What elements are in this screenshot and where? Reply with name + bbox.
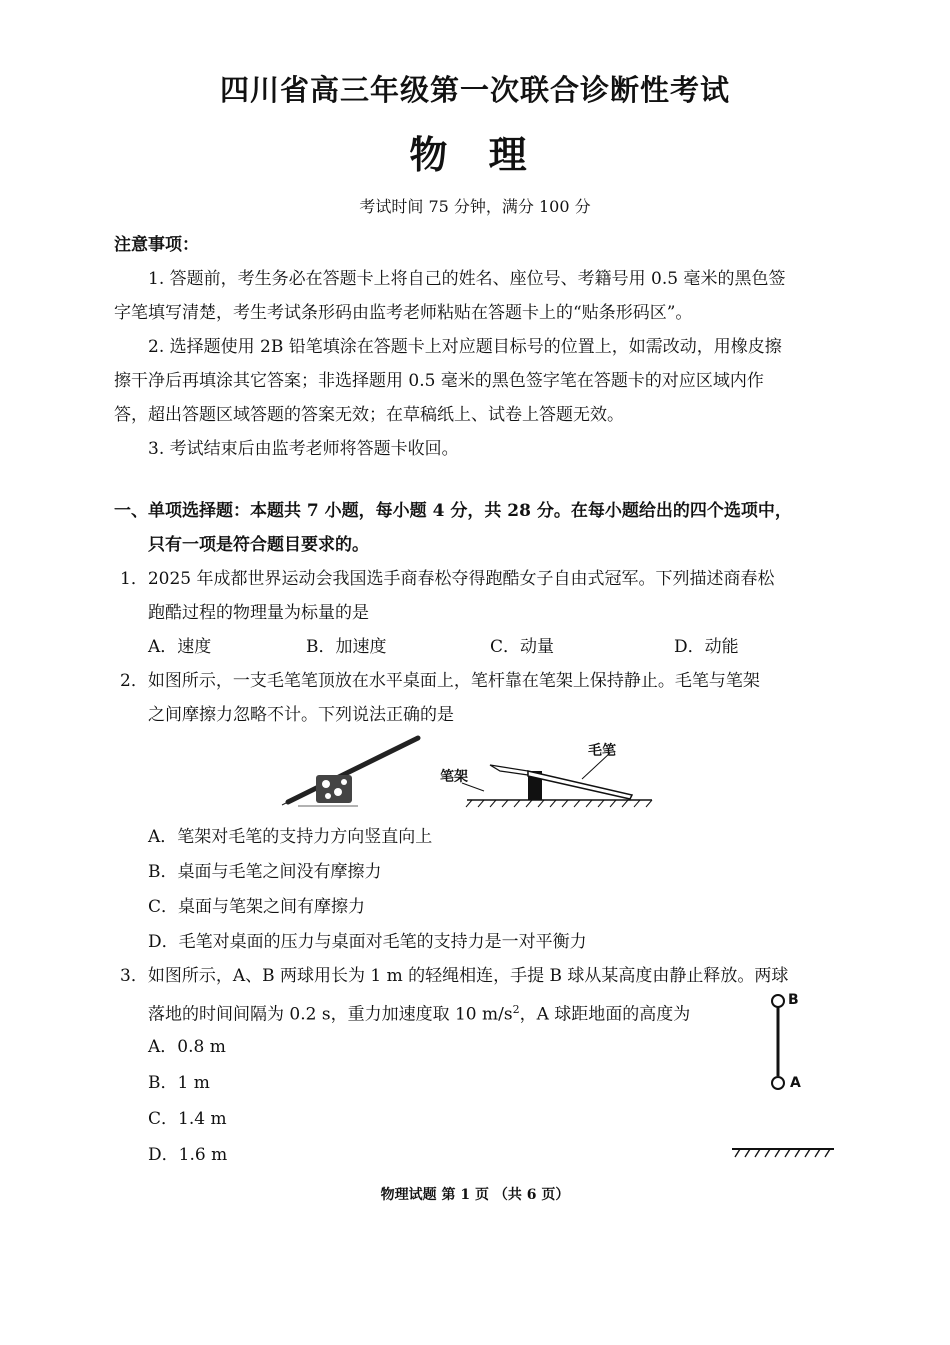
section1-heading-cont: 只有一项是符合题目要求的。 [148, 535, 369, 555]
q1-stem: 1．2025 年成都世界运动会我国选手商春松夺得跑酷女子自由式冠军。下列描述商春松 [120, 569, 775, 589]
exam-title: 四川省高三年级第一次联合诊断性考试 [219, 73, 730, 107]
q3-option-b: B．1 m [148, 1073, 210, 1093]
subject-title: 物 理 [409, 132, 541, 177]
q3-balls-figure [766, 990, 790, 1095]
q3-exponent: 2 [512, 1003, 520, 1016]
notice-line-6: 3. 考试结束后由监考老师将答题卡收回。 [148, 439, 459, 459]
q1-option-c: C．动量 [490, 637, 555, 657]
q2-stem-cont: 之间摩擦力忽略不计。下列说法正确的是 [148, 705, 454, 725]
q1-option-a: A．速度 [148, 637, 212, 657]
q1-stem-cont: 跑酷过程的物理量为标量的是 [148, 603, 369, 623]
notice-line-1: 1. 答题前，考生务必在答题卡上将自己的姓名、座位号、考籍号用 0.5 毫米的黑色签 [148, 269, 786, 289]
q3-label-b: B [788, 992, 799, 1008]
q2-stem: 2．如图所示，一支毛笔笔顶放在水平桌面上，笔杆靠在笔架上保持静止。毛笔与笔架 [120, 671, 760, 691]
q3-option-a: A．0.8 m [148, 1037, 226, 1057]
q2-photo-figure [278, 730, 428, 815]
q3-stem: 3．如图所示，A、B 两球用长为 1 m 的轻绳相连，手提 B 球从某高度由静止释放。两球 [120, 966, 789, 986]
q2-option-b: B．桌面与毛笔之间没有摩擦力 [148, 862, 382, 882]
section1-heading: 一、单项选择题：本题共 7 小题，每小题 4 分，共 28 分。在每小题给出的四个选项中， [114, 501, 792, 521]
q2-option-c: C．桌面与笔架之间有摩擦力 [148, 897, 366, 917]
exam-time-note: 考试时间 75 分钟，满分 100 分 [359, 197, 591, 216]
q3-option-d: D．1.6 m [148, 1145, 228, 1165]
notice-line-5: 答，超出答题区域答题的答案无效；在草稿纸上、试卷上答题无效。 [114, 405, 624, 425]
q2-label-rack: 笔架 [440, 769, 468, 785]
q3-stem-text-end: ，A 球距地面的高度为 [519, 1004, 691, 1025]
notice-line-3: 2. 选择题使用 2B 铅笔填涂在答题卡上对应题目标号的位置上，如需改动，用橡皮擦 [148, 337, 782, 357]
q2-option-a: A．笔架对毛笔的支持力方向竖直向上 [148, 827, 433, 847]
q3-stem-text: 落地的时间间隔为 0.2 s，重力加速度取 10 m/s [148, 1004, 513, 1025]
notice-line-2: 字笔填写清楚，考生考试条形码由监考老师粘贴在答题卡上的“贴条形码区”。 [114, 303, 693, 323]
q1-option-d: D．动能 [674, 637, 739, 657]
notice-heading: 注意事项： [114, 235, 199, 255]
page-footer: 物理试题 第 1 页 （共 6 页） [380, 1187, 570, 1203]
q2-label-pen: 毛笔 [588, 743, 616, 759]
q3-option-c: C．1.4 m [148, 1109, 227, 1129]
q3-stem-cont [148, 993, 690, 1032]
q3-label-a: A [790, 1075, 801, 1091]
notice-line-4: 擦干净后再填涂其它答案；非选择题用 0.5 毫米的黑色签字笔在答题卡的对应区域内作 [114, 371, 764, 391]
q1-option-b: B．加速度 [306, 637, 387, 657]
q2-option-d: D．毛笔对桌面的压力与桌面对毛笔的支持力是一对平衡力 [148, 932, 587, 952]
q3-ground-figure [730, 1146, 836, 1160]
